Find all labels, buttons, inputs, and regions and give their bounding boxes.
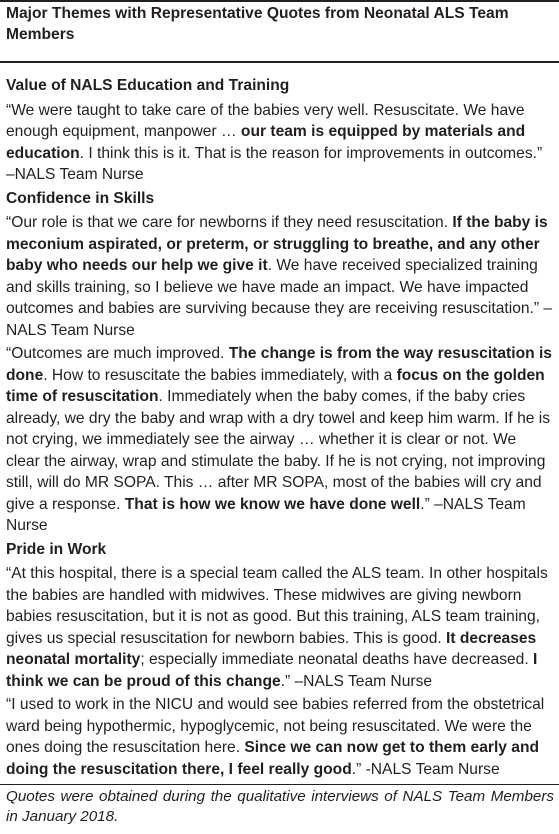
theme-quote: “At this hospital, there is a special team called the ALS team. In other hospitals the babies are handled with midwives. These midwives are giving newborn babies resuscitation, but it is not as good. But this training, ALS team training, gives us special resuscitation for newborn babies. This is good. It decreases neonatal mortality; especially immediate neonatal deaths have decreased. I think we can be proud of this change.” –NALS Team Nurse xyxy=(6,565,548,690)
table-body xyxy=(6,75,554,782)
quote-emphasis: If the baby is meconium aspirated, or preterm, or struggling to breathe, and any other baby who needs our help we give it xyxy=(6,214,548,274)
theme-heading: Confidence in Skills xyxy=(6,189,155,207)
table-title: Major Themes with Representative Quotes from Neonatal ALS Team Members xyxy=(6,5,509,43)
quote-emphasis: our team is equipped by materials and education xyxy=(6,123,526,162)
table-footnote: Quotes were obtained during the qualitative interviews of NALS Team Members in January 2018. xyxy=(6,788,554,825)
theme-quote: “We were taught to take care of the babies very well. Resuscitate. We have enough equipment, manpower … our team is equipped by materials and education. I think this is it. That is the reason for improvements in outcomes.” –NALS Team Nurse xyxy=(6,101,543,183)
quote-emphasis: The change is from the way resuscitation is done xyxy=(6,345,552,384)
table-header-rule xyxy=(0,61,559,63)
theme-quote: “Our role is that we care for newborns if they need resuscitation. If the baby is meconium aspirated, or preterm, or struggling to breathe, and any other baby who needs our help we give it. We have received specialized training and skills training, so I believe we have made an impact. We have impacted outcomes and babies are surviving because they are receiving resuscitation.” –NALS Team Nurse xyxy=(6,214,553,339)
quote-emphasis: It decreases neonatal mortality xyxy=(6,629,537,668)
quote-emphasis: I think we can be proud of this change xyxy=(6,651,538,690)
quote-emphasis: That is how we know we have done well xyxy=(124,495,421,513)
theme-heading: Pride in Work xyxy=(6,540,107,558)
theme-quote: “Outcomes are much improved. The change is from the way resuscitation is done. How to resuscitate the babies immediately, with a focus on the golden time of resuscitation. Immediately when the baby comes, if the baby cries already, we dry the baby and wrap with a dry towel and keep him warm. If he is not crying, we immediately see the airway … whether it is clear or not. We clear the airway, wrap and stimulate the baby. If he is not crying, not improving still, will do MR SOPA. This … after MR SOPA, most of the babies will cry and give a response. That is how we know we have done well.” –NALS Team Nurse xyxy=(6,345,552,534)
theme-quote: “I used to work in the NICU and would see babies referred from the obstetrical ward being hypothermic, hypoglycemic, not being resuscitated. We were the ones doing the resuscitation here. Since we can now get to them early and doing the resuscitation there, I feel really good.” -NALS Team Nurse xyxy=(6,696,545,778)
quote-emphasis: focus on the golden time of resuscitation xyxy=(6,366,545,405)
table-top-rule xyxy=(0,0,559,2)
quote-emphasis: Since we can now get to them early and doing the resuscitation there, I feel really good xyxy=(6,739,540,778)
theme-heading: Value of NALS Education and Training xyxy=(6,77,290,94)
table-bottom-rule xyxy=(0,784,559,785)
